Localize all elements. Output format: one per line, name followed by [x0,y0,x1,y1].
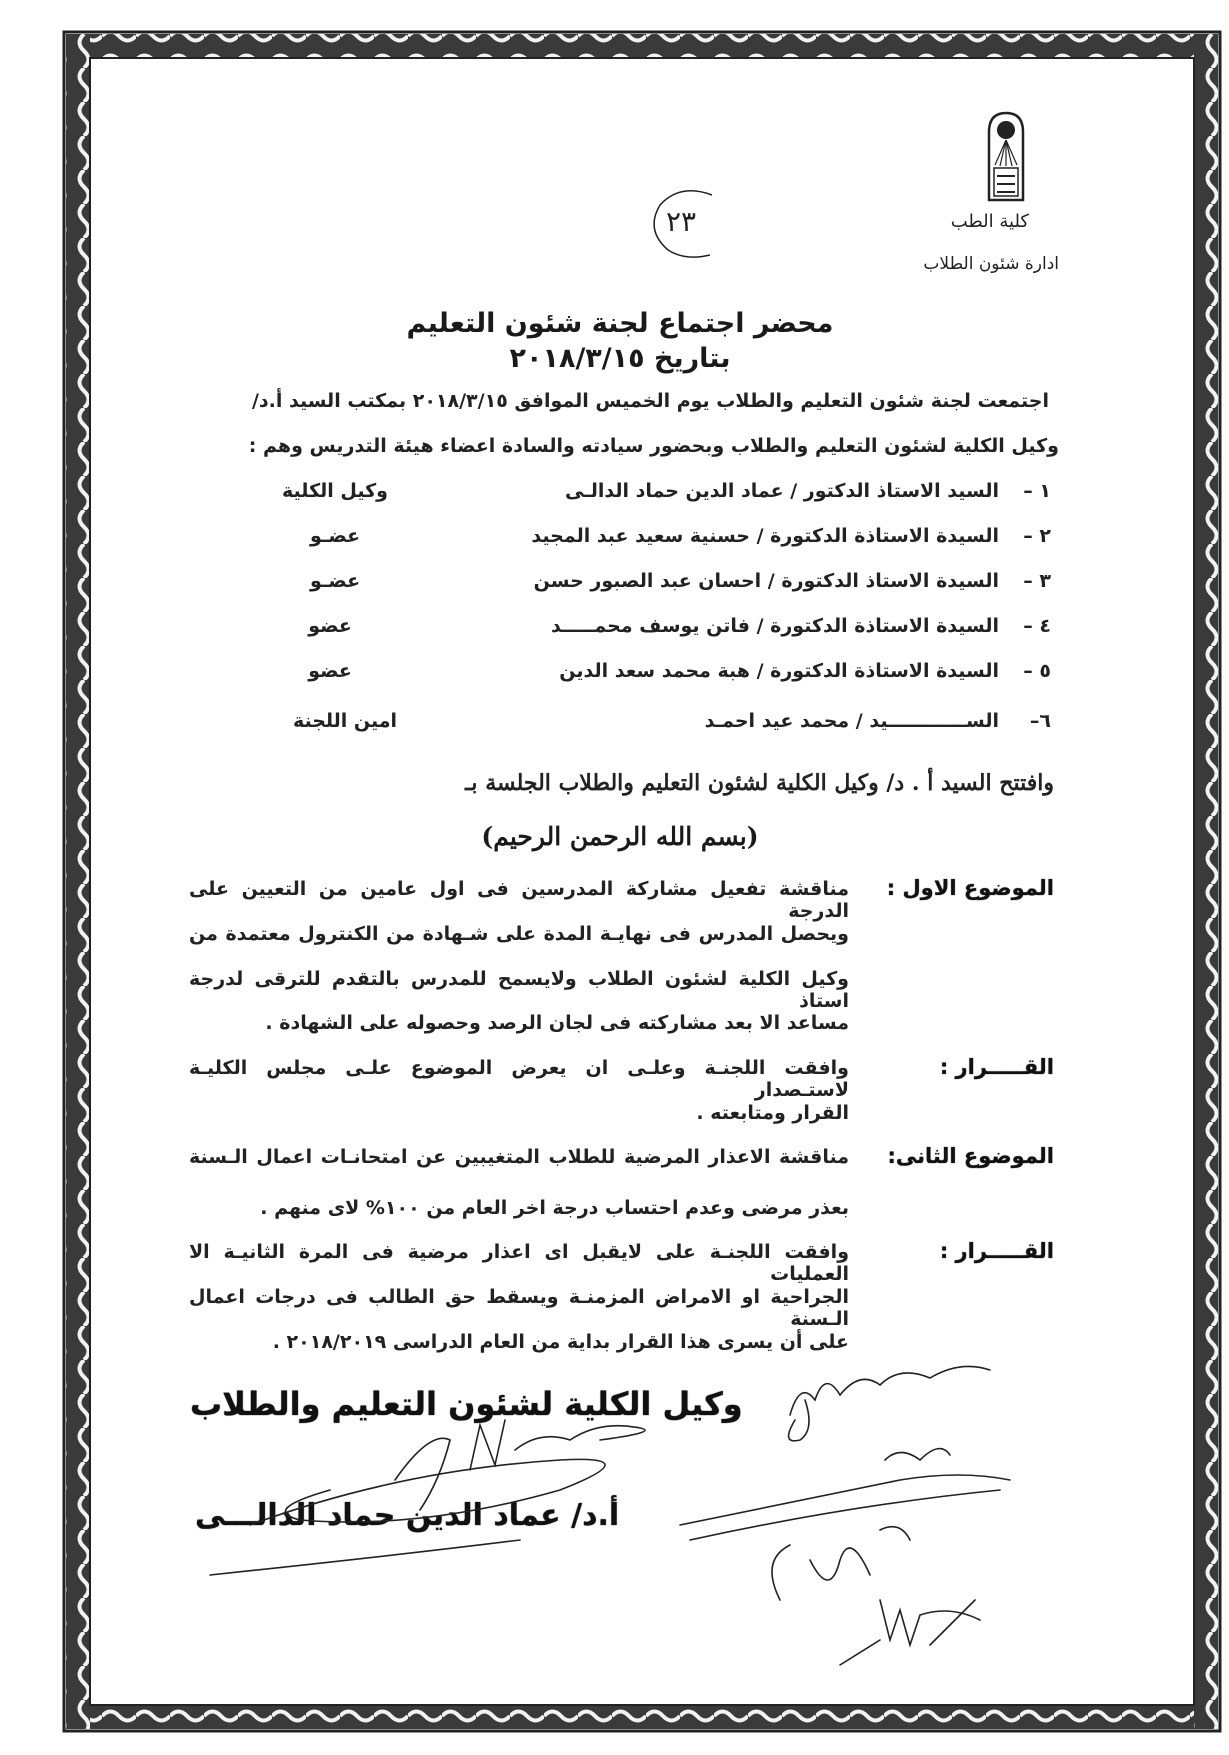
department-name: ادارة شئون الطلاب [923,254,1059,274]
decision-line: على أن يسرى هذا القرار بداية من العام الدراسى ٢٠١٨/٢٠١٩ . [272,1331,849,1353]
member-number: ١ – [1023,480,1051,502]
decision-line: وافقت اللجنـة على لايقبل اى اعذار مرضية فى المرة الثانيـة الا العمليات [189,1241,849,1285]
topic-line: ويحصل المدرس فى نهايـة المدة على شـهادة من الكنترول معتمدة من [189,923,849,945]
topic-line: مناقشة الاعذار المرضية للطلاب المتغيبين عن امتحانـات اعمال الـسنة [189,1146,849,1168]
topic-label: الموضوع الثانى: [887,1144,1054,1168]
signatory-title: وكيل الكلية لشئون التعليم والطلاب [190,1385,743,1423]
university-logo [986,110,1026,202]
basmala: (بسم الله الرحمن الرحيم) [481,822,759,851]
member-role: وكيل الكلية [282,480,388,502]
member-name: السيدة الاستاذة الدكتورة / هبة محمد سعد الدين [559,660,999,682]
member-name: السيدة الاستاذة الدكتورة / حسنية سعيد عبد المجيد [531,525,999,547]
member-name: السيد الاستاذ الدكتور / عماد الدين حماد الدالـى [565,480,999,502]
faculty-name: كلية الطب [950,211,1029,232]
meeting-date: بتاريخ ٢٠١٨/٣/١٥ [509,343,731,374]
topic-line: مساعد الا بعد مشاركته فى لجان الرصد وحصوله على الشهادة . [265,1012,849,1034]
decision-line: وافقت اللجنـة وعلـى ان يعرض الموضوع علـى مجلس الكليـة لاستـصدار [189,1057,849,1101]
topic-label: الموضوع الاول : [886,876,1054,900]
decision-label: القـــــرار : [939,1239,1054,1263]
member-number: ٤ – [1023,615,1051,637]
decision-label: القـــــرار : [939,1055,1054,1079]
member-role: امين اللجنة [292,710,398,732]
member-number: ٢ – [1023,525,1051,547]
signatory-name: أ.د/ عماد الدين حماد الدالـــى [195,1498,620,1533]
decision-line: الجراحية او الامراض المزمنـة ويسقط حق الطالب فى درجات اعمال الـسنة [189,1286,849,1330]
member-name: السيدة الاستاذ الدكتورة / احسان عبد الصبور حسن [533,570,999,592]
member-number: ٣ – [1023,570,1051,592]
intro-line: وكيل الكلية لشئون التعليم والطلاب وبحضور سيادته والسادة اعضاء هيئة التدريس وهم : [248,435,1059,457]
opening-statement: وافتتح السيد أ . د/ وكيل الكلية لشئون التعليم والطلاب الجلسة بـ [464,770,1054,796]
topic-line: مناقشة تفعيل مشاركة المدرسين فى اول عامين من التعيين على الدرجة [189,878,849,922]
member-role: عضـو [309,525,361,547]
member-role: عضو [308,615,352,637]
topic-line: وكيل الكلية لشئون الطلاب ولايسمح للمدرس بالتقدم للترقى لدرجة استاذ [189,968,849,1012]
intro-line: اجتمعت لجنة شئون التعليم والطلاب يوم الخميس الموافق ٢٠١٨/٣/١٥ بمكتب السيد أ.د/ [251,390,1049,412]
member-number: ٦– [1029,710,1051,732]
decision-line: القرار ومتابعته . [696,1102,849,1124]
document-title: محضر اجتماع لجنة شئون التعليم [406,308,834,339]
member-name: الســــــــــــيد / محمد عيد احمـد [704,710,999,732]
member-name: السيدة الاستاذة الدكتورة / فاتن يوسف محمـــــد [550,615,999,637]
page-number: ٢٣ [666,205,697,238]
member-role: عضو [308,660,352,682]
topic-line: بعذر مرضى وعدم احتساب درجة اخر العام من ١٠٠% لاى منهم . [260,1197,849,1219]
member-number: ٥ – [1023,660,1051,682]
member-role: عضـو [309,570,361,592]
